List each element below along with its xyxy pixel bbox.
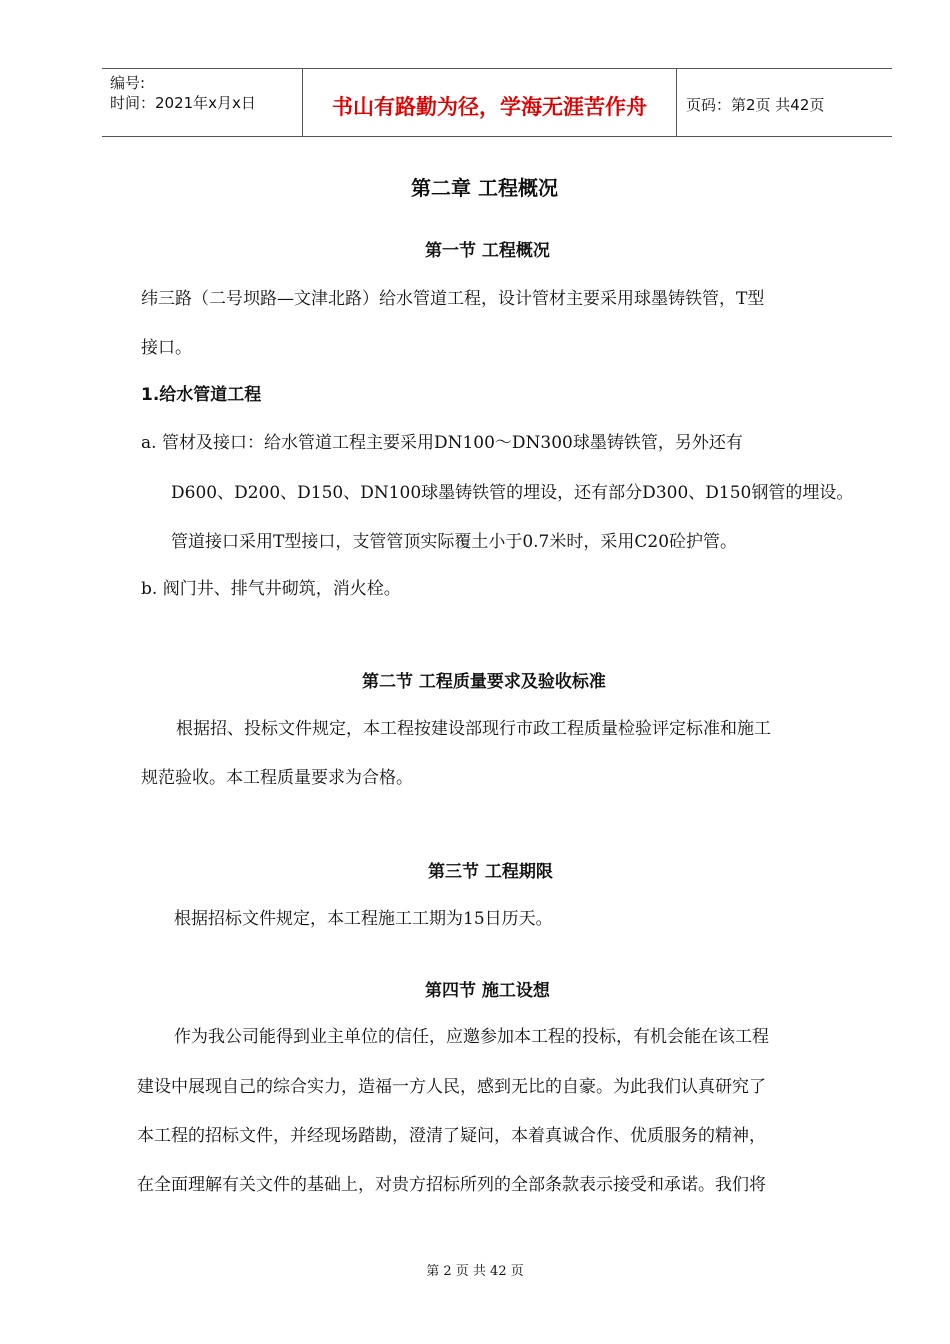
chapter-title: 第二章 工程概况 — [411, 176, 558, 200]
item-a-line: D600、D200、D150、DN100球墨铸铁管的埋设，还有部分D300、D150钢管的埋设。 — [171, 483, 854, 503]
section1-subheading: 1.给水管道工程 — [141, 385, 262, 405]
section4-line: 建设中展现自己的综合实力，造福一方人民，感到无比的自豪。为此我们认真研究了 — [137, 1077, 766, 1097]
item-a-line: 管道接口采用T型接口，支管管顶实际覆土小于0.7米时，采用C20砼护管。 — [171, 532, 738, 552]
document-header — [102, 68, 892, 137]
number-label: 编号: — [110, 74, 146, 92]
header-divider — [676, 69, 677, 136]
section2-line: 根据招、投标文件规定，本工程按建设部现行市政工程质量检验评定标准和施工 — [176, 719, 771, 739]
section4-line: 在全面理解有关文件的基础上，对贵方招标所列的全部条款表示接受和承诺。我们将 — [137, 1175, 766, 1195]
page-footer: 第 2 页 共 42 页 — [426, 1264, 524, 1279]
section3-title: 第三节 工程期限 — [428, 862, 553, 882]
section3-line: 根据招标文件规定，本工程施工工期为15日历天。 — [174, 909, 553, 929]
section4-line: 本工程的招标文件，并经现场踏勘，澄清了疑问，本着真诚合作、优质服务的精神， — [137, 1126, 766, 1146]
header-motto: 书山有路勤为径，学海无涯苦作舟 — [332, 95, 647, 119]
section1-title: 第一节 工程概况 — [425, 241, 550, 261]
header-meta — [110, 73, 256, 113]
section4-title: 第四节 施工设想 — [425, 981, 550, 1001]
time-label: 时间：2021年x月x日 — [110, 94, 256, 112]
section4-line: 作为我公司能得到业主单位的信任，应邀参加本工程的投标，有机会能在该工程 — [174, 1027, 769, 1047]
section2-title: 第二节 工程质量要求及验收标准 — [362, 672, 606, 692]
header-page-label: 页码：第2页 共42页 — [686, 96, 825, 114]
section2-line: 规范验收。本工程质量要求为合格。 — [141, 768, 413, 788]
item-b: b. 阀门井、排气井砌筑，消火栓。 — [141, 579, 401, 599]
section1-paragraph-line: 接口。 — [141, 338, 192, 358]
section1-paragraph-line: 纬三路（二号坝路—文津北路）给水管道工程，设计管材主要采用球墨铸铁管，T型 — [141, 289, 765, 309]
item-a-line: a. 管材及接口：给水管道工程主要采用DN100～DN300球墨铸铁管，另外还有 — [141, 433, 743, 453]
